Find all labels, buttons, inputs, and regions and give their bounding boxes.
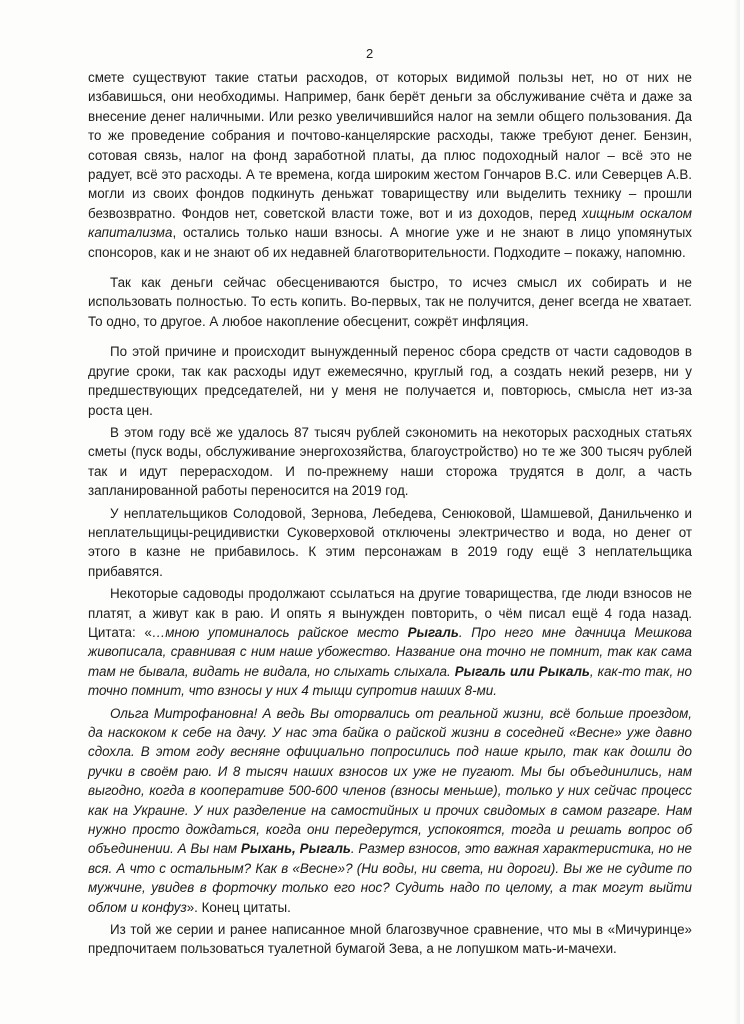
paragraph-5: У неплательщиков Солодовой, Зернова, Лебедева, Сенюковой, Шамшевой, Данильченко и неплательщицы-рецидивистки Суковерховой отключены электричество и вода, но денег от этого в казне не прибавилось. К этим персонажам в 2019 году ещё 3 неплательщика прибавятся. xyxy=(88,505,692,579)
document-body xyxy=(88,68,692,970)
paragraph-7: Ольга Митрофановна! А ведь Вы оторвались от реальной жизни, всё больше проездом, да наскоком к себе на дачу. У нас эта байка о райской жизни в соседней «Весне» уже давно сдохла. В этом году весняне официально попросились под наше крыло, так как дошли до ручки в своём раю. И 8 тысяч наших взносов их уже не пугают. Мы бы объединились, нам выгодно, когда в кооперативе 500-600 членов (взносы меньше), только у них сейчас процесс как на Украине. У них разделение на самостийных и прочих свидомых в самом разгаре. Нам нужно просто дождаться, когда они передерутся, успокоятся, тогда и решать вопрос об объединении. А Вы нам Рыхань, Рыгаль. Размер взносов, это важная характеристика, но не вся. А что с остальным? Как в «Весне»? (Ни воды, ни света, ни дороги). Вы же не судите по мужчине, увидев в форточку только его нос? Судить надо по целому, а так могут выйти облом и конфуз». Конец цитаты. xyxy=(88,705,693,915)
bold-name: Рыхань, Рыгаль xyxy=(240,841,351,857)
page-edge-shadow xyxy=(734,0,740,1024)
italic-phrase: хищным оскалом капитализма xyxy=(88,205,692,241)
page-number: 2 xyxy=(366,46,374,61)
bold-name: Рыгаль xyxy=(407,624,459,640)
paragraph-3: По этой причине и происходит вынужденный перенос сбора средств от части садоводов в другие сроки, так как расходы идут ежемесячно, круглый год, а создать некий резерв, ни у предшествующих председателей, ни у меня не получается и, повторюсь, смысла нет из-за роста цен. xyxy=(88,344,692,418)
paragraph-8: Из той же серии и ранее написанное мной благозвучное сравнение, что мы в «Мичуринце» предпочитаем пользоваться туалетной бумагой Зева, а не лопушком мать-и-мачехи. xyxy=(88,922,692,957)
bold-name: Рыгаль или Рыкаль xyxy=(454,663,590,679)
paragraph-4: В этом году всё же удалось 87 тысяч рублей сэкономить на некоторых расходных статьях сметы (пуск воды, обслуживание энергохозяйства, благоустройство) но те же 300 тысяч рублей так и идут перерасходом. И по-прежнему наши сторожа трудятся в долг, а часть запланированной работы переносится на 2019 год. xyxy=(88,424,692,499)
paragraph-1: смете существуют такие статьи расходов, от которых видимой пользы нет, но от них не избавишься, они необходимы. Например, банк берёт деньги за обслуживание счёта и даже за внесение денег наличными. Или резко увеличившийся налог на земли общего пользования. Да то же проведение собрания и почтово-канцелярские расходы, также требуют денег. Бензин, сотовая связь, налог на фонд заработной платы, да плюс подоходный налог – всё это не радует, всё это расходы. А те времена, когда широким жестом Гончаров В.С. или Северцев А.В. могли из своих фондов подкинуть деньжат товариществу или выделить технику – прошли безвозвратно. Фондов нет, советской власти тоже, вот и из доходов, перед хищным оскалом капитализма, остались только наши взносы. А многие уже и не знают в лицо упомянутых спонсоров, как и не знают об их недавней благотворительности. Подходите – покажу, напомню. xyxy=(88,70,692,260)
paragraph-6: Некоторые садоводы продолжают ссылаться на другие товарищества, где люди взносов не платят, а живут как в раю. И опять я вынужден повторить, о чём писал ещё 4 года назад. Цитата: «…мною упоминалось райское место Рыгаль. Про него мне дачница Мешкова живописала, сравнивая с ним наше убожество. Название она точно не помнит, так как сама там не бывала, видать не видала, но слыхать слыхала. Рыгаль или Рыкаль, как-то так, но точно помнит, что взносы у них 4 тыщи супротив наших 8-ми. xyxy=(88,586,692,699)
paragraph-2: Так как деньги сейчас обесцениваются быстро, то исчез смысл их собирать и не использовать полностью. То есть копить. Во-первых, так не получится, денег всегда не хватает. То одно, то другое. А любое накопление обесценит, сожрёт инфляция. xyxy=(88,275,692,329)
